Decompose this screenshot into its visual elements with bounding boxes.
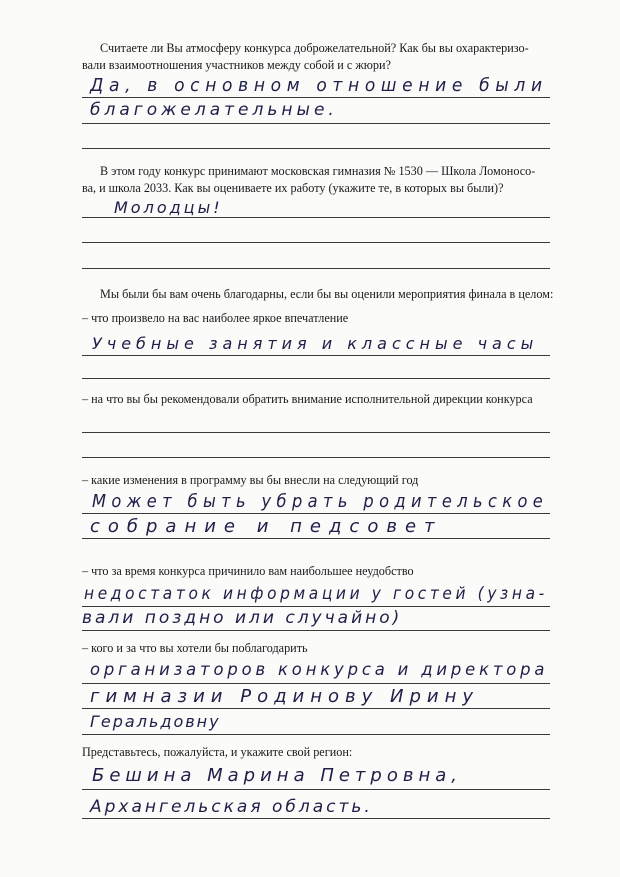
question-region: Представьтесь, пожалуйста, и укажите свой регион: [82, 745, 353, 759]
answer-line [82, 378, 550, 379]
question-program-changes: – какие изменения в программу вы бы внесли на следующий год [82, 473, 419, 487]
question-recommendations: – на что вы бы рекомендовали обратить внимание исполнительной дирекции конкурса [82, 392, 533, 406]
answer-line [82, 432, 550, 433]
question-thanks: – кого и за что вы хотели бы поблагодарить [82, 641, 308, 655]
answer-inconvenience-line-1: недостаток информации у гостей (узна- [84, 584, 548, 604]
answer-line [82, 513, 550, 514]
answer-line [82, 606, 550, 607]
answer-line [82, 268, 550, 269]
answer-program-line-1: Может быть убрать родительское [92, 491, 549, 512]
answer-program-line-2: собрание и педсовет [90, 516, 443, 537]
answer-region-line-2: Архангельская область. [90, 797, 373, 817]
answer-line [82, 708, 550, 709]
answer-line [82, 818, 550, 819]
answer-region-line-1: Бешина Марина Петровна, [92, 765, 462, 786]
answer-thanks-line-1: организаторов конкурса и директора [90, 660, 549, 680]
answer-line [82, 217, 550, 218]
answer-line [82, 97, 550, 98]
question-inconvenience: – что за время конкурса причинило вам наибольшее неудобство [82, 564, 414, 578]
question-atmosphere-line-1: Считаете ли Вы атмосферу конкурса доброжелательной? Как бы вы охарактеризо- [100, 41, 529, 55]
answer-line [82, 148, 550, 149]
question-schools-line-2: ва, и школа 2033. Как вы оцениваете их работу (укажите те, в которых вы были)? [82, 181, 504, 195]
answer-line [82, 538, 550, 539]
answer-line [82, 457, 550, 458]
answer-line [82, 123, 550, 124]
answer-line [82, 630, 550, 631]
answer-line [82, 683, 550, 684]
answer-thanks-line-2: гимназии Родинову Ирину [90, 686, 480, 707]
intro-text: Мы были бы вам очень благодарны, если бы вы оценили мероприятия финала в целом: [100, 287, 554, 301]
answer-atmosphere-line-2: благожелательные. [90, 100, 338, 120]
answer-line [82, 789, 550, 790]
answer-impression-line-1: Учебные занятия и классные часы [92, 334, 539, 353]
question-schools-line-1: В этом году конкурс принимают московская гимназия № 1530 — Школа Ломоносо- [100, 164, 536, 178]
question-impression: – что произвело на вас наиболее яркое впечатление [82, 311, 349, 325]
answer-line [82, 242, 550, 243]
answer-thanks-line-3: Геральдовну [90, 712, 221, 731]
answer-line [82, 355, 550, 356]
answer-inconvenience-line-2: вали поздно или случайно) [82, 608, 403, 628]
answer-line [82, 734, 550, 735]
answer-atmosphere-line-1: Да, в основном отношение были [90, 75, 548, 96]
question-atmosphere-line-2: вали взаимоотношения участников между собой и с жюри? [82, 58, 391, 72]
answer-schools-line-1: Молодцы! [114, 198, 223, 217]
